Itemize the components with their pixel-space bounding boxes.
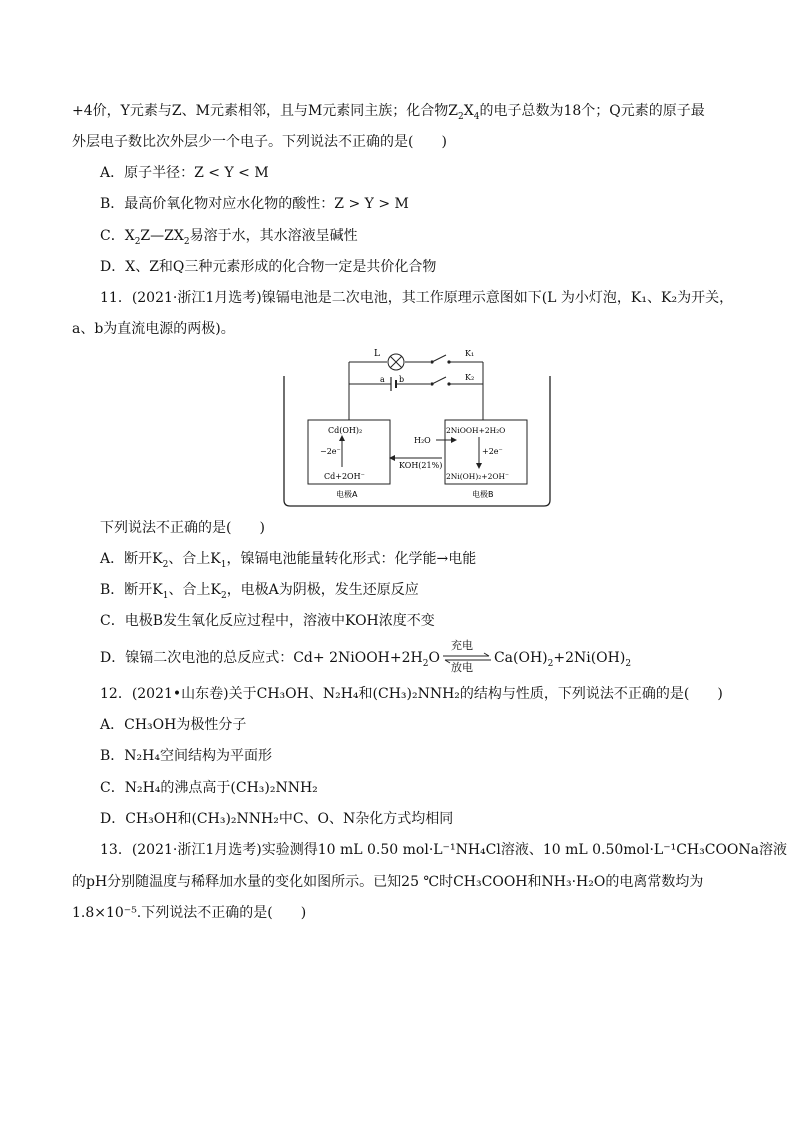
q11-d-text-c: Ca(OH) [493,650,548,666]
intro-text-b: X [463,103,474,119]
intro-text-a: +4价，Y元素与Z、M元素相邻，且与M元素同主族；化合物Z [72,103,459,119]
q10-option-a: A．原子半径：Z < Y < M [100,165,269,181]
q11-b-text-c: ，电极A为阴极，发生还原反应 [226,582,419,598]
q11-option-d [100,639,632,674]
q13-line-2: 的pH分别随温度与稀释加水量的变化如图所示。已知25 ℃时CH₃COOH和NH₃·H₂O的电离常数均为 [72,874,704,890]
q12-option-c: C．N₂H₄的沸点高于(CH₃)₂NNH₂ [100,780,318,796]
q11-d-sub-1: 2 [422,658,429,669]
q11-d-sub-3: 2 [625,658,632,669]
label-plus-2e: +2e⁻ [482,447,503,456]
label-cd-2oh: Cd+2OH⁻ [324,472,365,481]
charge-label: 充电 [450,639,473,652]
label-minus-2e: −2e⁻ [320,447,341,456]
battery-schematic [282,340,552,510]
label-a: a [380,375,385,384]
label-nioh2-2oh: 2Ni(OH)₂+2OH⁻ [446,472,509,481]
q11-stem-line-1: 11．(2021·浙江1月选考)镍镉电池是二次电池，其工作原理示意图如下(L 为小灯泡，K₁、K₂为开关， [100,290,734,306]
intro-text-c: 的电子总数为18个；Q元素的原子最 [479,103,705,119]
q10-c-text-a: C．X [100,228,135,244]
switch-k2-icon [432,377,446,384]
q11-ask: 下列说法不正确的是( ) [100,520,265,536]
label-k1: K₁ [465,349,475,358]
q11-option-c: C．电极B发生氧化反应过程中，溶液中KOH浓度不变 [100,613,435,629]
q11-b-sub-2: 2 [220,590,227,601]
q11-d-sub-2: 2 [547,658,554,669]
label-electrode-a: 电极A [336,490,358,499]
switch-k1-icon [432,355,446,362]
reversible-arrow [441,639,493,674]
q11-a-sub-1: 2 [162,559,169,570]
label-cdoh2: Cd(OH)₂ [328,426,363,435]
q11-a-sub-2: 1 [220,559,227,570]
q12-option-a: A．CH₃OH为极性分子 [100,717,247,733]
q10-c-text-c: 易溶于水，其水溶液呈碱性 [189,228,358,244]
q10-c-sub-2: 2 [183,236,190,247]
q10-c-sub-1: 2 [134,236,141,247]
intro-sub-1: 2 [458,111,464,122]
label-electrode-b: 电极B [472,490,494,499]
q11-stem-line-2: a、b为直流电源的两极)。 [72,321,235,337]
q12-option-b: B．N₂H₄空间结构为平面形 [100,748,272,764]
q11-b-text-b: 、合上K [168,582,221,598]
label-nioh-h2o: 2NiOOH+2H₂O [446,426,506,435]
q11-d-text-b: O [428,650,440,666]
q11-option-a [100,549,476,569]
intro-line-1 [72,101,705,121]
nicd-battery-diagram [282,340,552,510]
label-k2: K₂ [465,373,475,382]
q10-option-c [100,226,358,246]
q11-option-b [100,580,419,600]
q11-a-text-a: A．断开K [100,551,163,567]
q10-c-text-b: Z—ZX [140,228,184,244]
label-h2o: H₂O [414,436,431,445]
q11-d-text-d: +2Ni(OH) [553,650,626,666]
q13-line-3: 1.8×10⁻⁵.下列说法不正确的是( ) [72,905,307,921]
q11-b-text-a: B．断开K [100,582,163,598]
intro-line-2: 外层电子数比次外层少一个电子。下列说法不正确的是( ) [72,134,447,150]
discharge-label: 放电 [450,661,473,674]
q13-line-1: 13．(2021·浙江1月选考)实验测得10 mL 0.50 mol·L⁻¹NH₄Cl溶液、10 mL 0.50mol·L⁻¹CH₃COONa溶液 [100,842,788,858]
label-l: L [374,349,380,359]
q11-d-text-a: D．镍镉二次电池的总反应式：Cd+ 2NiOOH+2H [100,650,423,666]
intro-sub-2: 4 [473,111,480,122]
q12-option-d: D．CH₃OH和(CH₃)₂NNH₂中C、O、N杂化方式均相同 [100,811,454,827]
q10-option-d: D．X、Z和Q三种元素形成的化合物一定是共价化合物 [100,259,437,275]
q10-option-b: B．最高价氧化物对应水化物的酸性：Z > Y > M [100,196,409,212]
q11-a-text-b: 、合上K [168,551,221,567]
q11-b-sub-1: 1 [162,590,169,601]
q12-stem: 12．(2021•山东卷)关于CH₃OH、N₂H₄和(CH₃)₂NNH₂的结构与性质，下列说法不正确的是( ) [100,686,723,702]
label-koh: KOH(21%) [399,461,443,470]
label-b: b [399,375,405,384]
q11-a-text-c: ，镍镉电池能量转化形式：化学能→电能 [226,551,477,567]
